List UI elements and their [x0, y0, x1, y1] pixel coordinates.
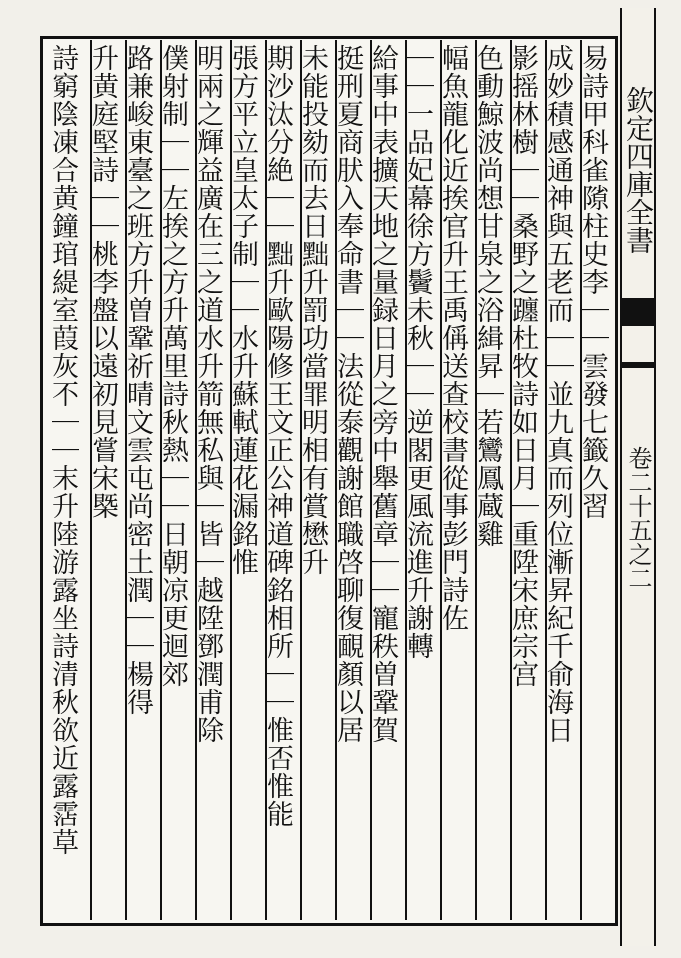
text-column: 幅魚龍化近挨官升王禹偁送查校書從事彭門詩佐	[437, 44, 468, 632]
book-title: 欽定四庫全書	[622, 86, 655, 254]
text-column: 明兩之輝益廣在三之道水升箭無私與｜皆｜越陞鄧潤甫除	[192, 44, 223, 744]
fish-tail-line	[620, 362, 656, 368]
text-column: 給事中表擴天地之量録日月之旁中舉舊章｜｜寵秩曽鞏賀	[367, 44, 398, 744]
text-column: 易詩甲科雀𨻶柱史李｜｜雲發七籤久習	[577, 44, 608, 520]
text-column: ｜｜一品妃幕徐方鬢未秋｜｜逆閣更風流進升謝轉	[402, 44, 433, 660]
text-column: 張方平立皇太子制｜｜水升蘇軾蓮花漏銘惟	[227, 44, 258, 576]
text-column: 成妙積感通神與五老而｜｜並九真而列位漸昇紀千俞海日	[542, 44, 573, 744]
fish-tail-mark	[620, 298, 656, 326]
volume-label: 卷二十五之二	[624, 446, 652, 590]
text-column: 色動鯨波尚想甘泉之浴緝昇｜若鸞鳳蔵雞	[472, 44, 503, 548]
text-column: 詩窮陰凍合黄鐘琯緹室葭灰不｜｜末升陸游露坐詩清秋欲近露霑草	[47, 44, 78, 856]
text-column: 升黄庭堅詩｜｜桃李盤以遠初見嘗宋槩	[87, 44, 118, 520]
text-column: 影摇林樹｜｜桑野之躔杜牧詩如日月｜重陞宋庶宗宫	[507, 44, 538, 688]
text-column: 未能投劾而去日黜升罰功當罪明相有賞懋升	[297, 44, 328, 576]
text-column: 路兼峻東臺之班方升曽鞏祈晴文雲屯尚密土潤｜｜楊得	[122, 44, 153, 716]
text-column: 期沙汰分絶｜｜黜升歐陽修王文正公神道碑銘相所｜｜惟否惟能	[262, 44, 293, 828]
text-column: 僕射制｜｜左挨之方升萬里詩秋熱｜｜日朝凉更迴郊	[157, 44, 188, 688]
text-column: 挺刑夏商肰入奉命書｜｜法從泰觀謝館職啓聊復靦顏以居	[332, 44, 363, 744]
